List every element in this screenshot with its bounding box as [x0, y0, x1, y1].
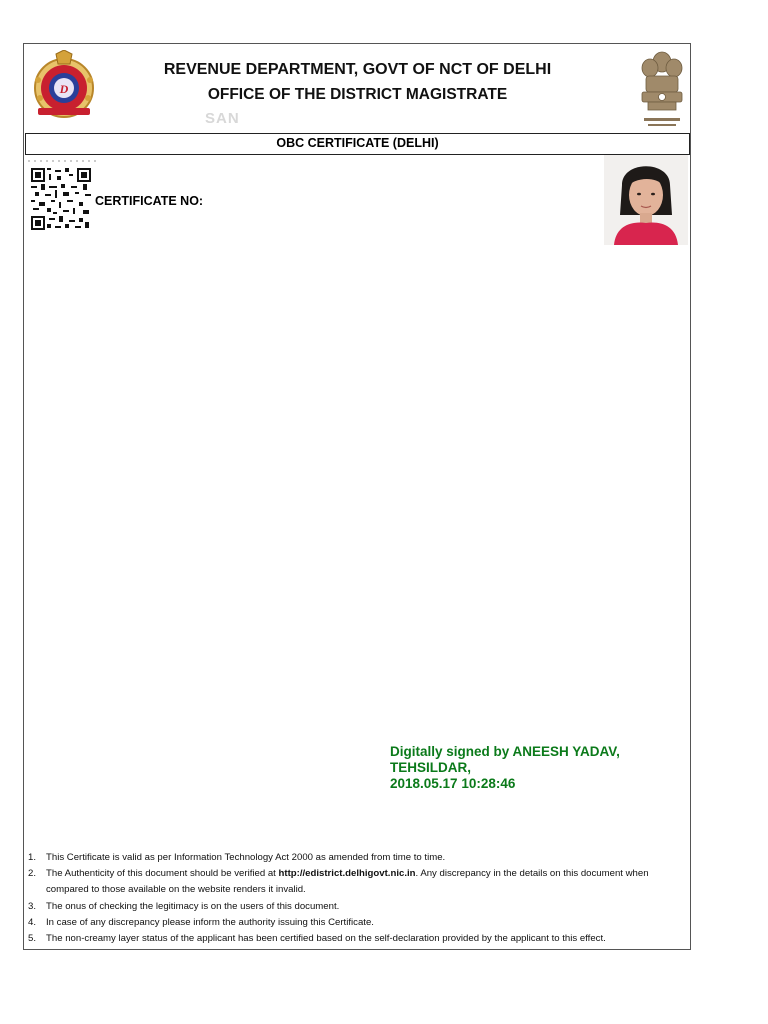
watermark-text: SAN — [205, 110, 240, 127]
terms-item — [28, 931, 688, 947]
office-title: OFFICE OF THE DISTRICT MAGISTRATE — [207, 86, 508, 103]
svg-text:D: D — [59, 82, 69, 96]
terms-item-number: 1. — [28, 852, 37, 863]
department-title: REVENUE DEPARTMENT, GOVT OF NCT OF DELHI — [163, 61, 552, 78]
terms-item — [28, 915, 688, 931]
terms-item-text: In case of any discrepancy please inform the authority issuing this Certificate. — [46, 916, 374, 928]
terms-list — [28, 850, 688, 947]
terms-item-text: This Certificate is valid as per Information Technology Act 2000 as amended from time to time. — [46, 852, 446, 863]
terms-item-number: 2. — [28, 868, 37, 880]
certificate-type-label: OBC CERTIFICATE (DELHI) — [276, 136, 439, 150]
verification-url[interactable]: http://edistrict.delhigovt.nic.in — [278, 868, 416, 880]
applicant-photo — [604, 155, 688, 245]
terms-item-number: 4. — [28, 916, 37, 928]
terms-item-number: 3. — [28, 900, 37, 912]
perforation-dots — [27, 158, 99, 164]
terms-item — [28, 850, 688, 866]
national-emblem — [636, 48, 688, 132]
terms-item-number: 5. — [28, 933, 37, 945]
signature-line-timestamp: 2018.05.17 10:28:46 — [390, 776, 516, 791]
digital-signature — [390, 744, 620, 792]
signature-line-signer: Digitally signed by ANEESH YADAV, — [390, 744, 620, 759]
terms-item — [28, 899, 688, 915]
terms-item-text: The non-creamy layer status of the applicant has been certified based on the self-declaration provided by the applicant to this effect. — [46, 933, 606, 945]
terms-item-text: The onus of checking the legitimacy is on the users of this document. — [46, 900, 340, 912]
terms-item — [28, 866, 688, 898]
certificate-number-label: CERTIFICATE NO: — [95, 194, 204, 208]
certificate-type-bar — [25, 133, 690, 155]
terms-item-text: The Authenticity of this document should be verified at — [46, 868, 279, 880]
certificate-frame — [23, 43, 691, 950]
department-logo — [30, 50, 98, 120]
terms-item-text-cont: . Any discrepancy in the details on this document when compared to those available on the website renders it invalid. — [46, 868, 649, 896]
qr-code — [31, 168, 91, 230]
signature-line-designation: TEHSILDAR, — [390, 760, 471, 775]
